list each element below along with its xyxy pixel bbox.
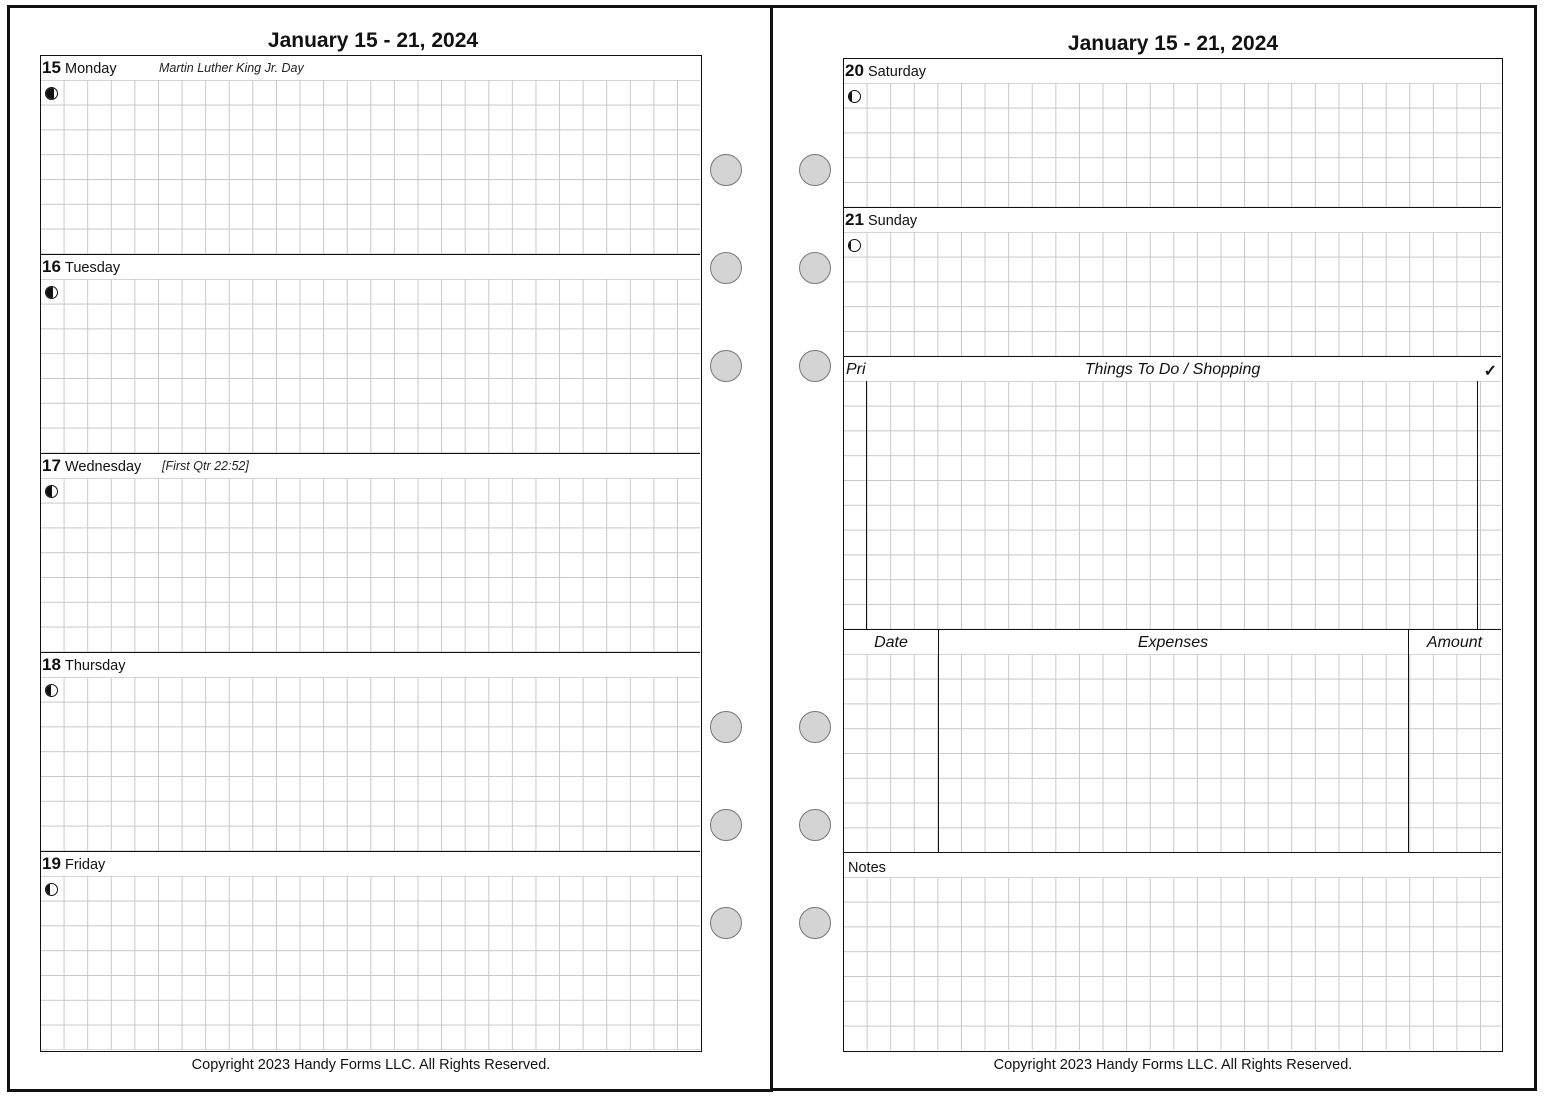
moon-phase-note: [First Qtr 22:52] bbox=[162, 459, 249, 473]
notes-section[interactable] bbox=[844, 853, 1501, 1050]
day-section-sunday[interactable] bbox=[844, 208, 1501, 357]
binder-hole bbox=[710, 154, 742, 186]
right-content-frame bbox=[843, 58, 1503, 1052]
moon-phase-icon bbox=[45, 883, 58, 896]
copyright-footer: Copyright 2023 Handy Forms LLC. All Rights Reserved. bbox=[993, 1057, 1353, 1073]
binder-hole bbox=[710, 809, 742, 841]
day-section-wednesday[interactable] bbox=[41, 454, 700, 653]
date-column-divider bbox=[938, 630, 939, 852]
left-planner-page bbox=[7, 5, 773, 1092]
holiday-note: Martin Luther King Jr. Day bbox=[159, 61, 304, 75]
day-name: Tuesday bbox=[65, 260, 121, 276]
moon-phase-icon bbox=[848, 90, 861, 103]
day-section-friday[interactable] bbox=[41, 852, 700, 1050]
day-number: 18 bbox=[42, 655, 61, 674]
day-name: Monday bbox=[65, 61, 117, 77]
binder-hole bbox=[799, 252, 831, 284]
notes-label: Notes bbox=[848, 860, 886, 876]
day-name: Saturday bbox=[868, 64, 927, 80]
day-number: 15 bbox=[42, 58, 61, 77]
day-name: Thursday bbox=[65, 658, 126, 674]
day-section-thursday[interactable] bbox=[41, 653, 700, 852]
moon-phase-icon bbox=[45, 684, 58, 697]
binder-hole bbox=[710, 252, 742, 284]
todo-title: Things To Do / Shopping bbox=[1084, 361, 1261, 378]
moon-phase-icon bbox=[45, 485, 58, 498]
moon-phase-icon bbox=[45, 87, 58, 100]
binder-hole bbox=[799, 350, 831, 382]
amount-column-label: Amount bbox=[1426, 634, 1483, 651]
check-column-divider bbox=[1477, 381, 1478, 629]
binder-hole bbox=[799, 154, 831, 186]
binder-hole bbox=[799, 809, 831, 841]
check-column-icon: ✓ bbox=[1483, 363, 1497, 380]
binder-hole bbox=[799, 907, 831, 939]
expenses-section[interactable] bbox=[844, 630, 1501, 853]
day-name: Wednesday bbox=[65, 459, 142, 475]
day-section-tuesday[interactable] bbox=[41, 255, 700, 454]
moon-phase-icon bbox=[848, 239, 861, 252]
right-page-title: January 15 - 21, 2024 bbox=[1067, 32, 1279, 55]
day-number: 21 bbox=[845, 210, 864, 229]
priority-column-divider bbox=[866, 381, 867, 629]
expenses-title: Expenses bbox=[1137, 634, 1209, 651]
copyright-footer: Copyright 2023 Handy Forms LLC. All Rights Reserved. bbox=[191, 1057, 551, 1073]
date-column-label: Date bbox=[874, 634, 908, 651]
day-number: 20 bbox=[845, 61, 864, 80]
left-page-title: January 15 - 21, 2024 bbox=[267, 29, 479, 52]
binder-hole bbox=[710, 907, 742, 939]
amount-column-divider bbox=[1408, 630, 1409, 852]
left-days-frame bbox=[40, 55, 702, 1052]
day-name: Sunday bbox=[868, 213, 918, 229]
todo-shopping-section[interactable] bbox=[844, 357, 1501, 630]
day-name: Friday bbox=[65, 857, 106, 873]
moon-phase-icon bbox=[45, 286, 58, 299]
day-number: 19 bbox=[42, 854, 61, 873]
binder-hole bbox=[710, 350, 742, 382]
day-section-saturday[interactable] bbox=[844, 59, 1501, 208]
priority-column-label: Pri bbox=[846, 361, 866, 378]
binder-hole bbox=[799, 711, 831, 743]
day-number: 17 bbox=[42, 456, 61, 475]
right-planner-page bbox=[770, 5, 1537, 1091]
day-section-monday[interactable] bbox=[41, 56, 700, 255]
binder-hole bbox=[710, 711, 742, 743]
day-number: 16 bbox=[42, 257, 61, 276]
